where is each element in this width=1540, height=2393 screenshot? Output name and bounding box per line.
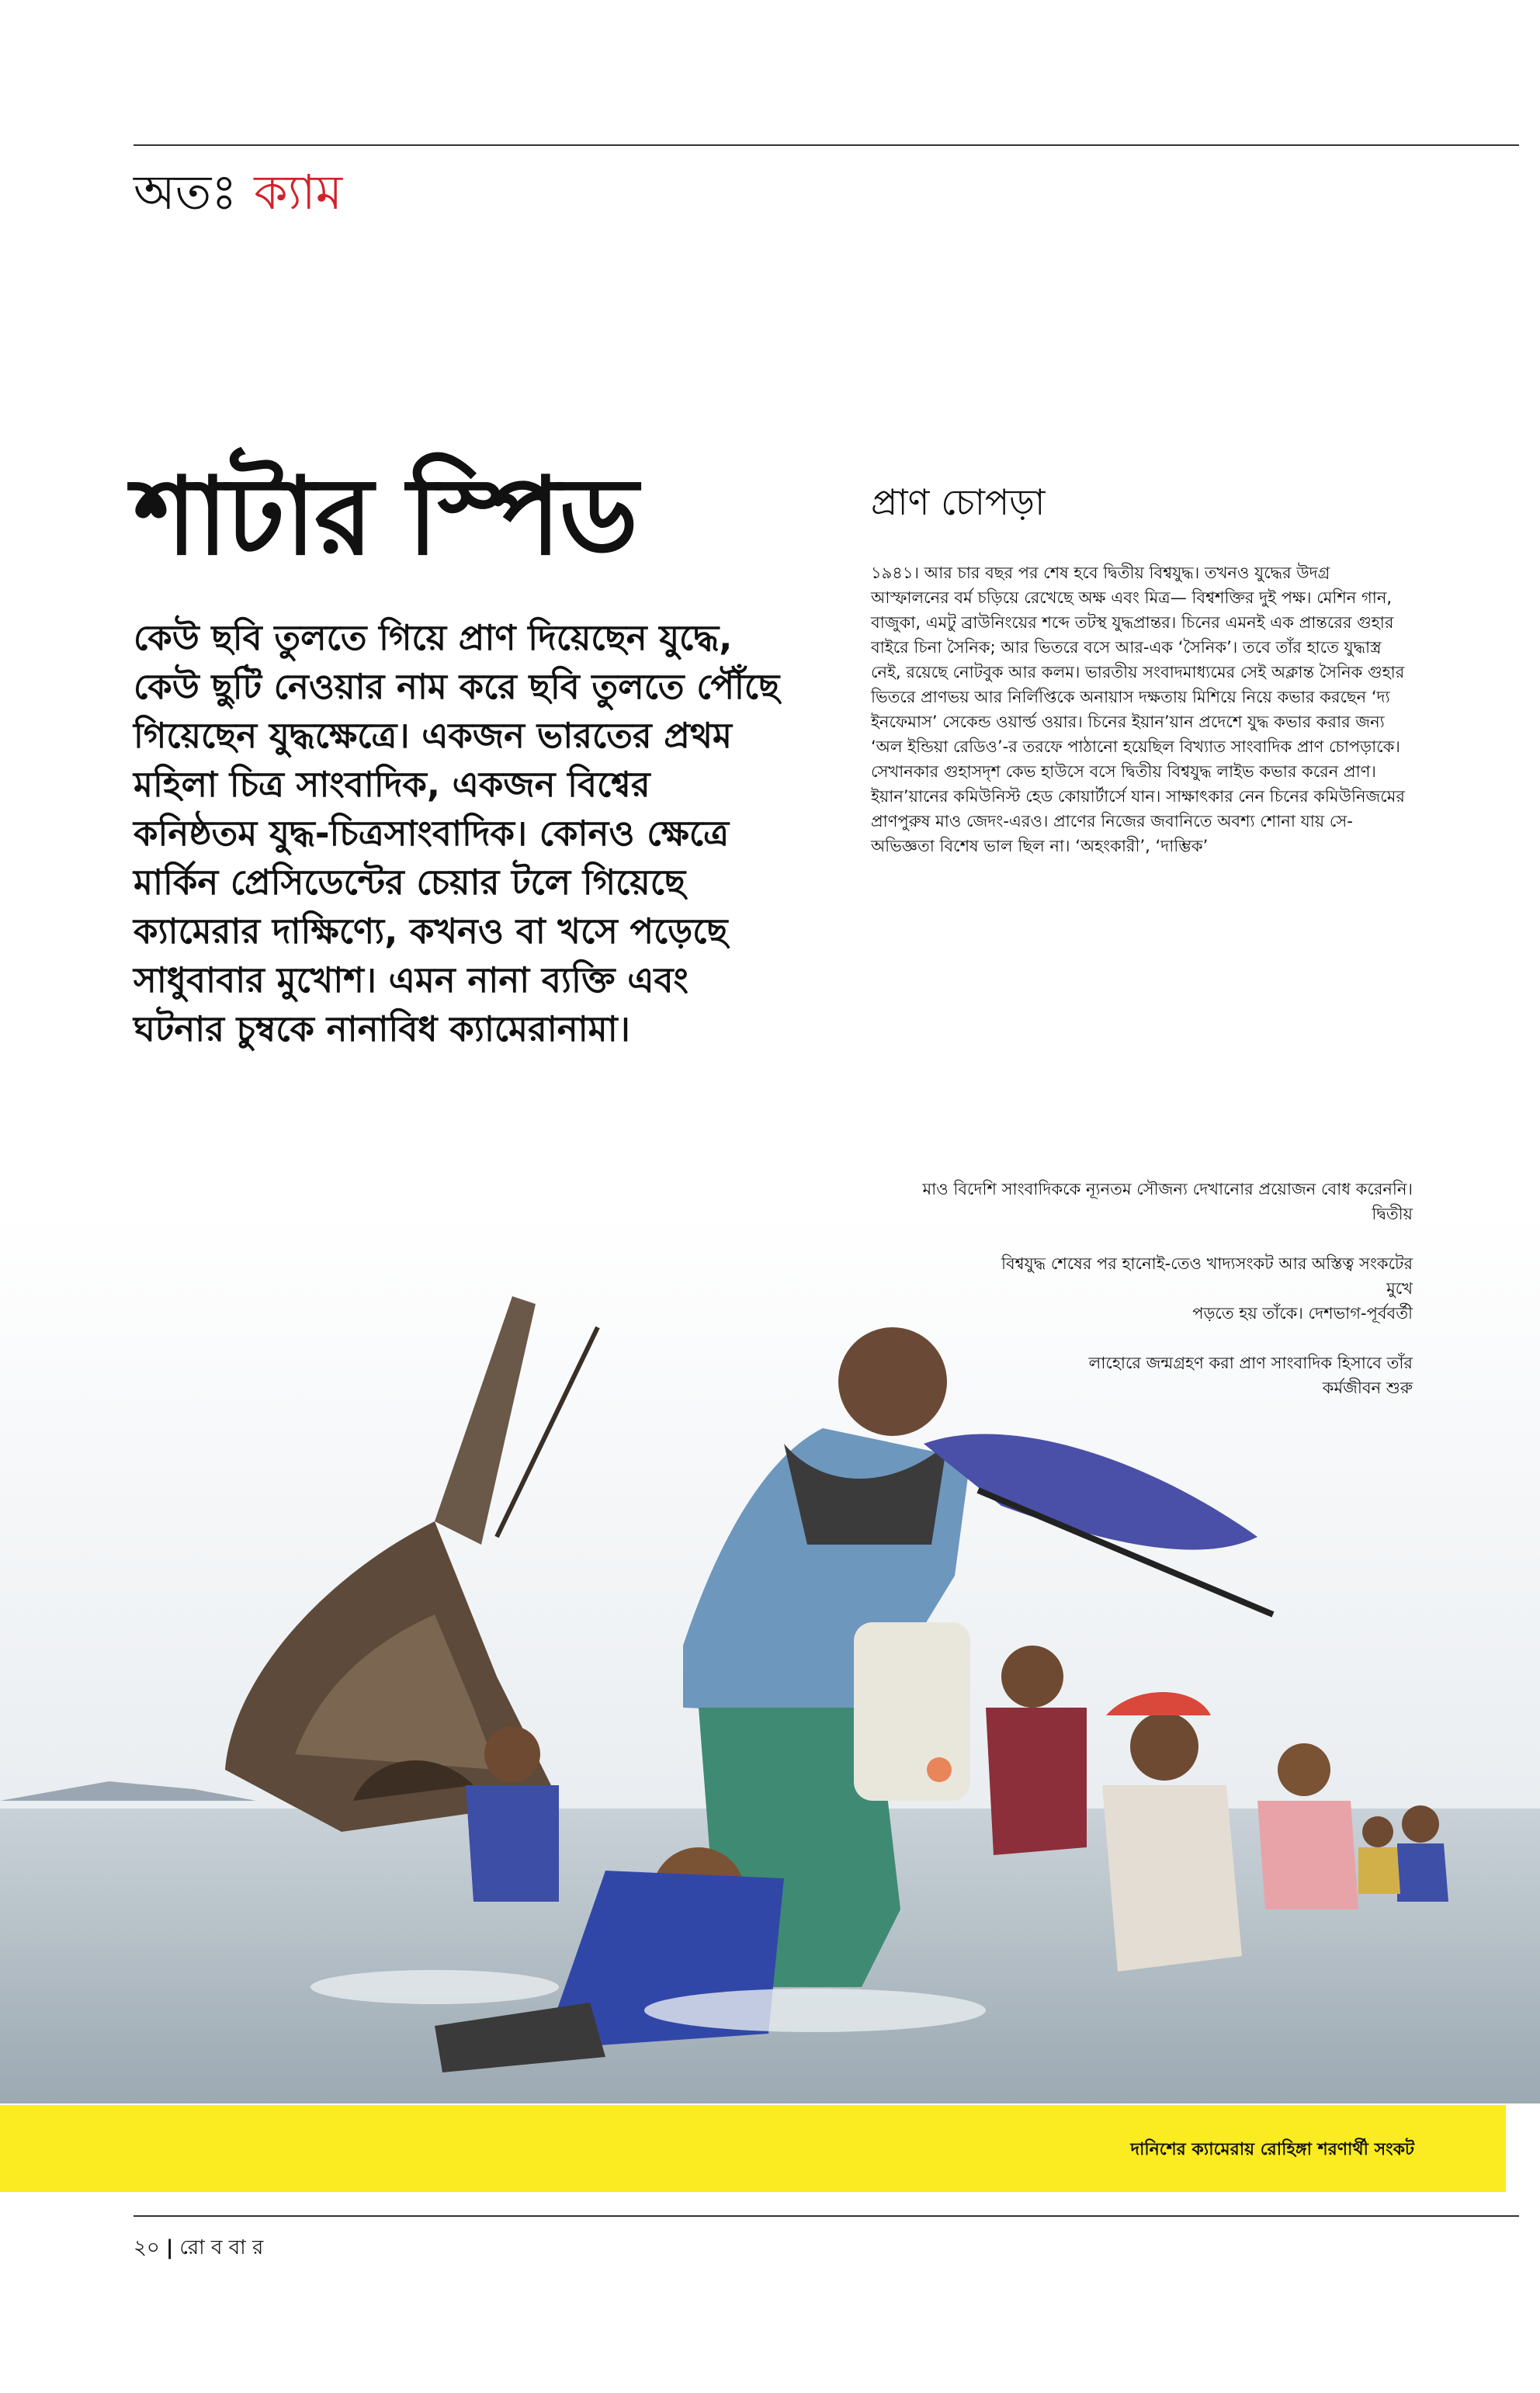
top-rule: [134, 144, 1519, 146]
magazine-name: রো ব বা র: [179, 2236, 264, 2259]
article-body-continuation-4: লাহোরে জন্মগ্রহণ করা প্রাণ সাংবাদিক হিসাবে তাঁর কর্মজীবন শুরু: [1088, 1354, 1413, 1397]
page-number: ২০: [134, 2236, 160, 2259]
article-body: [871, 560, 1410, 858]
article-body-continuation-3: পড়তে হয় তাঁকে। দেশভাগ-পূর্ববর্তী: [1192, 1304, 1413, 1323]
footer-divider: |: [165, 2236, 174, 2259]
standfirst: [134, 613, 786, 1053]
photo-caption: দানিশের ক্যামেরায় রোহিঙ্গা শরণার্থী সংকট: [1130, 2140, 1414, 2159]
article-paragraph: ১৯৪১। আর চার বছর পর শেষ হবে দ্বিতীয় বিশ্বযুদ্ধ। তখনও যুদ্ধের উদগ্র আস্ফালনের বর্ম চড়িয়ে রেখেছে অক্ষ এবং মিত্র— বিশ্বশক্তির দুই পক্ষ। মেশিন গান, বাজুকা, এমটু ব্রাউনিংয়ের শব্দে তটস্থ যুদ্ধপ্রান্তর। চিনের এমনই এক প্রান্তরের গুহার বাইরে চিনা সৈনিক; আর ভিতরে বসে আর-এক ‘সৈনিক’। তবে তাঁর হাতে যুদ্ধাস্ত্র নেই, রয়েছে নোটবুক আর কলম। ভারতীয় সংবাদমাধ্যমের সেই অক্লান্ত সৈনিক গুহার ভিতরে প্রাণভয় আর নির্লিপ্তিকে অনায়াস দক্ষতায় মিশিয়ে নিয়ে কভার করছেন ‘দ্য ইনফেমাস’ সেকেন্ড ওয়ার্ল্ড ওয়ার। চিনের ইয়ান’য়ান প্রদেশে যুদ্ধ কভার করার জন্য ‘অল ইন্ডিয়া রেডিও’-র তরফে পাঠানো হয়েছিল বিখ্যাত সাংবাদিক প্রাণ চোপড়াকে। সেখানকার গুহাসদৃশ কেভ হাউসে বসে দ্বিতীয় বিশ্বযুদ্ধ লাইভ কভার করেন প্রাণ। ইয়ান’য়ানের কমিউনিস্ট হেড কোয়ার্টার্সে যান। সাক্ষাৎকার নেন চিনের কমিউনিজমের প্রাণপুরুষ মাও জেদং-এরও। প্রাণের নিজের জবানিতে অবশ্য শোনা যায় সে-অভিজ্ঞতা বিশেষ ভাল ছিল না। ‘অহংকারী’, ‘দাম্ভিক’: [871, 564, 1405, 855]
page-footer: [134, 2232, 263, 2263]
section-label-part2: ক্যাম: [254, 164, 343, 220]
byline: প্রাণ চোপড়া: [871, 481, 1046, 523]
section-label: [134, 161, 342, 224]
lead-photo: [0, 1211, 1540, 2103]
article-body-continuation-1: মাও বিদেশি সাংবাদিককে ন্যূনতম সৌজন্য দেখানোর প্রয়োজন বোধ করেননি। দ্বিতীয়: [922, 1180, 1413, 1223]
headline: শাটার স্পিড: [134, 453, 637, 579]
photo-caption-band: [0, 2105, 1506, 2192]
standfirst-text: কেউ ছবি তুলতে গিয়ে প্রাণ দিয়েছেন যুদ্ধে, কেউ ছুটি নেওয়ার নাম করে ছবি তুলতে পৌঁছে গিয়েছেন যুদ্ধক্ষেত্রে। একজন ভারতের প্রথম মহিলা চিত্র সাংবাদিক, একজন বিশ্বের কনিষ্ঠতম যুদ্ধ-চিত্রসাংবাদিক। কোনও ক্ষেত্রে মার্কিন প্রেসিডেন্টের চেয়ার টলে গিয়েছে ক্যামেরার দাক্ষিণ্যে, কখনও বা খসে পড়েছে সাধুবাবার মুখোশ। এমন নানা ব্যক্তি এবং ঘটনার চুম্বকে নানাবিধ ক্যামেরানামা।: [134, 617, 780, 1049]
bottom-rule: [134, 2215, 1519, 2217]
article-body-continuation-2: বিশ্বযুদ্ধ শেষের পর হানোই-তেও খাদ্যসংকট আর অস্তিত্ব সংকটের মুখে: [1001, 1254, 1413, 1298]
section-label-part1: অতঃ: [134, 164, 238, 220]
